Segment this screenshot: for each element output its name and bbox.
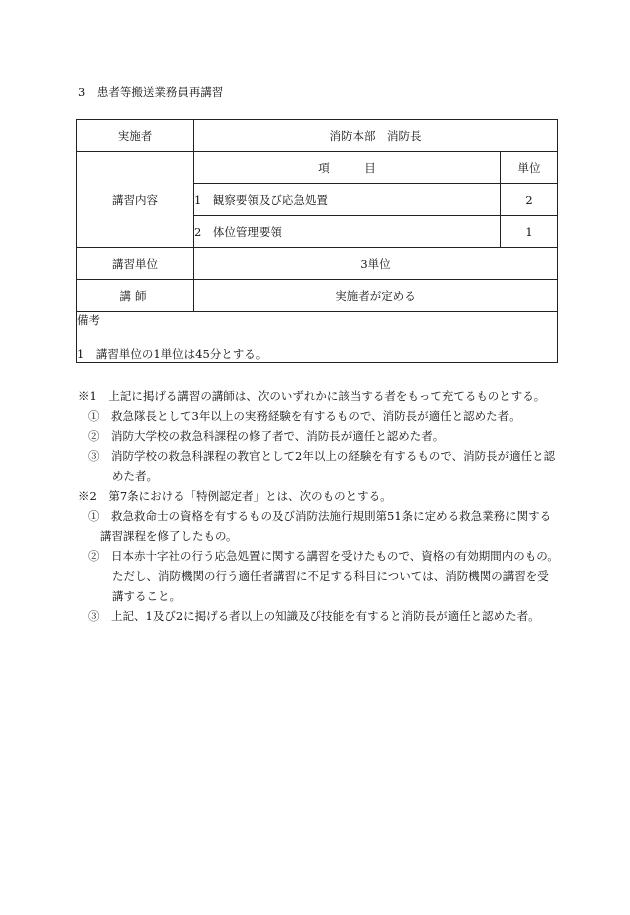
remarks-item: 1 講習単位の1単位は45分とする。 bbox=[77, 347, 268, 361]
item-units: 2 bbox=[501, 184, 558, 216]
item-units: 1 bbox=[501, 216, 558, 248]
note-1: ※1 上記に掲げる講習の講師は、次のいずれかに該当する者をもって充てるものとする。 bbox=[78, 389, 546, 403]
item-name: 1 観察要領及び応急処置 bbox=[194, 184, 501, 216]
note-1-item: ② 消防大学校の救急科課程の修了者で、消防長が適任と認めた者。 bbox=[88, 429, 445, 443]
row-content-header bbox=[77, 152, 558, 184]
row-lecturer bbox=[77, 280, 558, 312]
note-2-item: ③ 上記、1及び2に掲げる者以上の知識及び技能を有すると消防長が適任と認めた者。 bbox=[88, 609, 540, 623]
note-1-item: ③ 消防学校の救急科課程の教官として2年以上の経験を有するもので、消防長が適任と認めた者。 bbox=[88, 449, 556, 483]
item-header: 項 目 bbox=[194, 152, 501, 184]
note-2: ※2 第7条における「特例認定者」とは、次のものとする。 bbox=[78, 489, 392, 503]
note-2-item: ① 救急救命士の資格を有するもの及び消防法施行規則第51条に定める救急業務に関する講習課程を修了したもの。 bbox=[88, 509, 552, 543]
unit-header: 単位 bbox=[501, 152, 558, 184]
implementer-label: 実施者 bbox=[77, 120, 194, 152]
item-name: 2 体位管理要領 bbox=[194, 216, 501, 248]
training-table bbox=[76, 119, 558, 363]
lecturer-value: 実施者が定める bbox=[194, 280, 558, 312]
content-label: 講習内容 bbox=[77, 152, 194, 248]
implementer-value: 消防本部 消防長 bbox=[194, 120, 558, 152]
row-implementer bbox=[77, 120, 558, 152]
remarks-cell bbox=[77, 312, 558, 363]
lecturer-label: 講師 bbox=[77, 280, 194, 312]
section-heading: 3 患者等搬送業務員再講習 bbox=[78, 85, 224, 99]
note-1-item: ① 救急隊長として3年以上の実務経験を有するもので、消防長が適任と認めた者。 bbox=[88, 409, 521, 423]
row-remarks bbox=[77, 312, 558, 363]
remarks-title: 備考 bbox=[77, 313, 100, 327]
unit-value: 3単位 bbox=[194, 248, 558, 280]
unit-label: 講習単位 bbox=[77, 248, 194, 280]
note-2-item-continuation: ただし、消防機関の行う適任者講習に不足する科目については、消防機関の講習を受講すること。 bbox=[112, 569, 549, 603]
footnotes bbox=[78, 386, 560, 626]
note-2-item: ② 日本赤十字社の行う応急処置に関する講習を受けたもので、資格の有効期間内のもの。 bbox=[88, 549, 559, 563]
row-units bbox=[77, 248, 558, 280]
